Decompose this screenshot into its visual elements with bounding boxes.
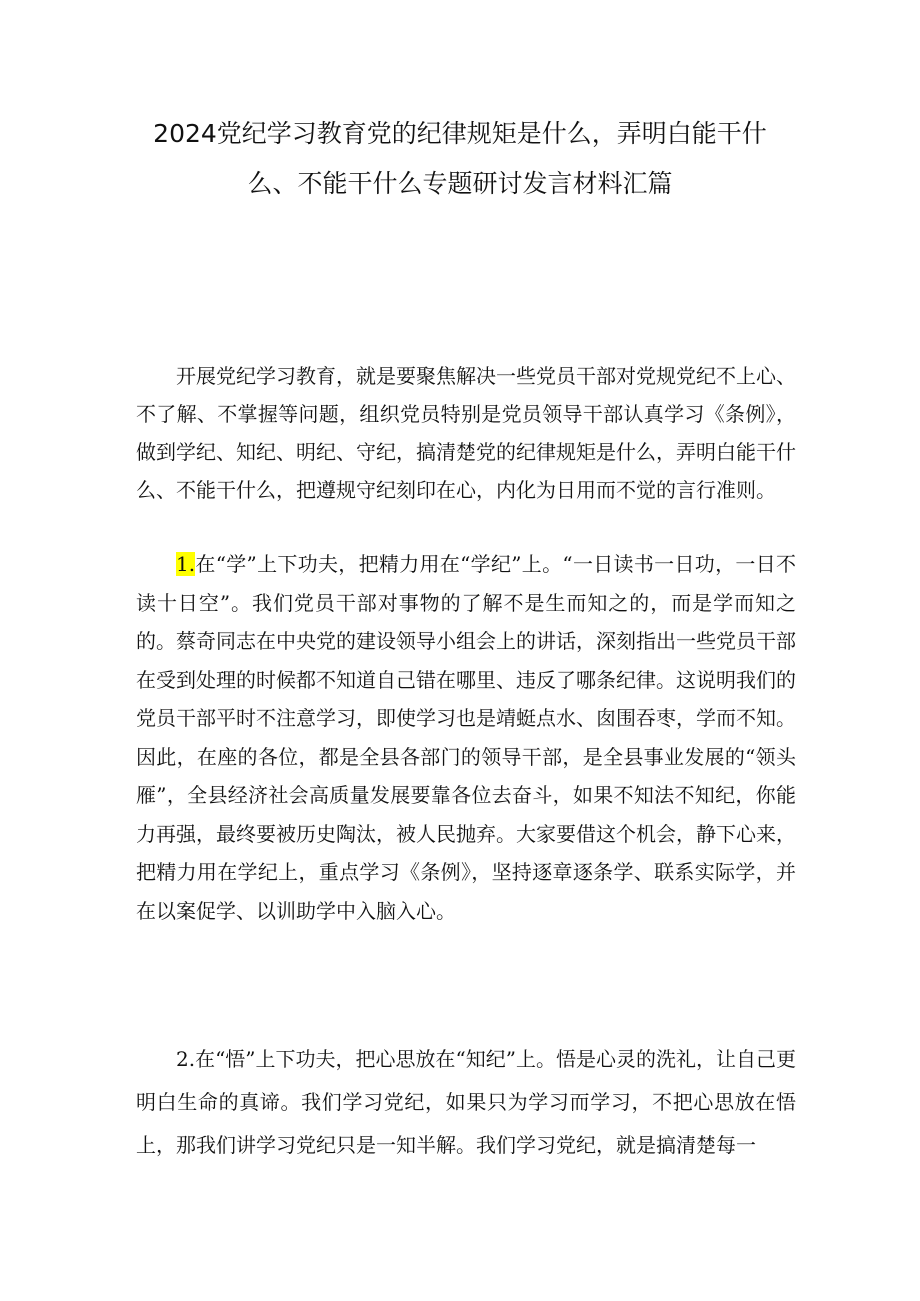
intro-paragraph: 开展党纪学习教育，就是要聚焦解决一些党员干部对党规党纪不上心、不了解、不掌握等问题，组织党员特别是党员领导干部认真学习《条例》，做到学纪、知纪、明纪、守纪，搞清楚党的纪律规矩是什么，弄明白能干什么、不能干什么，把遵规守纪刻印在心，内化为日用而不觉的言行准则。 <box>136 364 796 502</box>
section1-text: 在“学”上下功夫，把精力用在“学纪”上。“一日读书一日功，一日不读十日空”。我们党员干部对事物的了解不是生而知之的，而是学而知之的。蔡奇同志在中央党的建设领导小组会上的讲话，深刻指出一些党员干部在受到处理的时候都不知道自己错在哪里、违反了哪条纪律。这说明我们的党员干部平时不注意学习，即使学习也是靖蜓点水、囱围吞枣，学而不知。因此，在座的各位，都是全县各部门的领导干部，是全县事业发展的“领头雁”，全县经济社会高质量发展要靠各位去奋斗，如果不知法不知纪，你能力再强，最终要被历史陶汰，被人民抛弃。大家要借这个机会，静下心来，把精力用在学纪上，重点学习《条例》，坚持逐章逐条学、联系实际学，并在以案促学、以训助学中入脑入心。 <box>136 552 796 923</box>
document-title-line2: 么、不能干什么专题研讨发言材料汇篇 <box>247 169 673 198</box>
section1-paragraph <box>136 545 796 930</box>
document-title-line1: 2024党纪学习教育党的纪律规矩是什么，弄明白能干什 <box>153 119 767 148</box>
section1-number-highlight: 1. <box>176 552 196 576</box>
section2-paragraph: 2.在“悟”上下功夫，把心思放在“知纪”上。悟是心灵的洗礼，让自己更明白生命的真谛。我们学习党纪，如果只为学习而学习，不把心思放在悟上，那我们讲学习党纪只是一知半解。我们学习党纪，就是搞清楚每一 <box>136 1047 796 1157</box>
